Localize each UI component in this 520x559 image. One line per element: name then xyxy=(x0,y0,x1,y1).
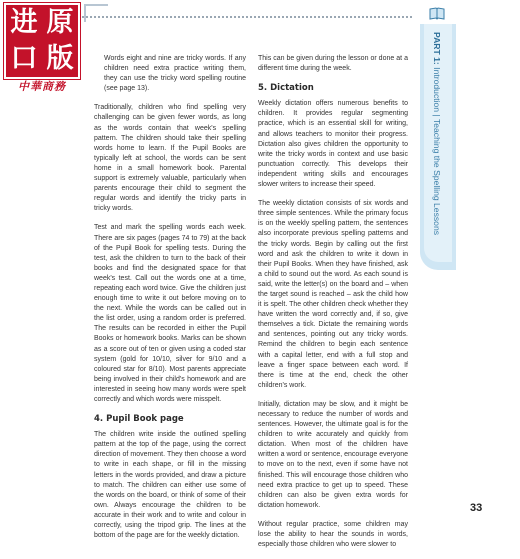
book-icon xyxy=(426,4,448,24)
right-intro-paragraph: This can be given during the lesson or done at a different time during the week. xyxy=(258,55,408,73)
import-original-logo xyxy=(4,3,78,91)
right-paragraph-2: The weekly dictation consists of six words and three simple sentences. While the primary focus is on the weekly spelling pattern, the sentences also incorporate previous spelling patterns and the tricky words. Begin by calling out the first word and ask the children to write it down in their Pupil Books. When they have finished, ask a child to sound out the word. As each sound is said, write the letter(s) on the board and – when the target sound is reached – ask the child how it is spelt. The other children check whether they have written the word correctly and, if so, give themselves a tick. Dictate the remaining words and sentences, pointing out any tricky words. Remind the children to begin each sentence with a capital letter, end with a full stop and leave a finger space between each word. If there is time at the end, check the other children's work. xyxy=(258,200,408,389)
section-heading-dictation: 5. Dictation xyxy=(258,83,314,94)
logo-char-2: 原 xyxy=(46,7,74,38)
left-paragraph-3: The children write inside the outlined spelling pattern at the top of the page, using the correct direction of movement. They then choose a word to write in each shape, or fill in the missing letters in the words provided, and draw a picture to match. The children can either use some of the words on the board, or think of some of their own. Always encourage the children to be accurate in their work and to write and colour in correctly, using the tripod grip. The lines at the bottom of the page are for the weekly dictation. xyxy=(94,431,246,540)
left-intro-paragraph: Words eight and nine are tricky words. If any children need extra practice writing them, they can use the tricky word spelling routine (see page 13). xyxy=(104,55,246,93)
right-paragraph-3: Initially, dictation may be slow, and it might be necessary to reduce the number of words and sentences. However, the ultimate goal is for the children to write accurately and quickly from dictation. When most of the children have written a word or sentence, encourage everyone to move on to the next, even if some have not finished. This will encourage those children who need extra practice to get up to speed. These children can also be given extra words for dictation homework. xyxy=(258,400,408,509)
top-dotted-rule xyxy=(82,6,412,18)
sidebar-title-text: Introduction | Teaching the Spelling Lessons xyxy=(432,64,442,236)
page-number: 33 xyxy=(470,502,483,514)
right-paragraph-4: Without regular practice, some children may lose the ability to hear the sounds in words, especially those children who were slower to xyxy=(258,520,408,549)
right-paragraph-1: Weekly dictation offers numerous benefits to children. It provides regular segmenting practice, which is an essential skill for writing, and allows teachers to monitor their progress. Dictation also gives children the opportunity to write the tricky words in context and use basic punctuation correctly. This develops their independent writing skills and encourages slower writers to increase their speed. xyxy=(258,100,408,189)
left-paragraph-1: Traditionally, children who find spelling very challenging can be given fewer words, as long as the words contain that week's spelling pattern. The children should take their spelling words home to learn. If the Pupil Books are typically left at school, the words can be sent home in a small homework book. Parental support is extremely valuable, particularly when parents encourage their child to segment the regular words and identify the tricky parts in tricky words. xyxy=(94,104,246,213)
section-heading-pupil-book: 4. Pupil Book page xyxy=(94,414,184,425)
logo-subtitle: 中華商務 xyxy=(18,80,66,93)
left-column xyxy=(94,54,246,550)
top-corner-bracket xyxy=(84,4,108,22)
logo-char-1: 进 xyxy=(10,7,38,38)
left-paragraph-2: Test and mark the spelling words each week. There are six pages (pages 74 to 79) at the back of the Pupil Book for spelling tests. During the test, ask the children to turn to the back of their books and find the designated space for that week's test. Call out the words one at a time, repeating each word twice. Give the children just enough time to write it out before moving on to the next. While the words can be called out in the list order, using a random order is preferred. The results can be recorded in either the Pupil Books or homework books. Marks can be shown as a score out of ten or given using a coded star system (gold for 10/10, silver for 9/10 and a coloured star for 8/10). Most parents appreciate being involved in their child's homework and are interested in seeing how many words were spelt correctly and which words were misspelt. xyxy=(94,224,246,403)
sidebar-part-label: PART 1: xyxy=(432,32,442,65)
sidebar-chapter-title xyxy=(422,32,452,264)
right-column xyxy=(258,54,408,559)
logo-char-3: 口 xyxy=(10,43,38,74)
chapter-sidebar xyxy=(420,0,520,270)
logo-char-4: 版 xyxy=(46,43,74,74)
logo-badge xyxy=(4,3,80,79)
